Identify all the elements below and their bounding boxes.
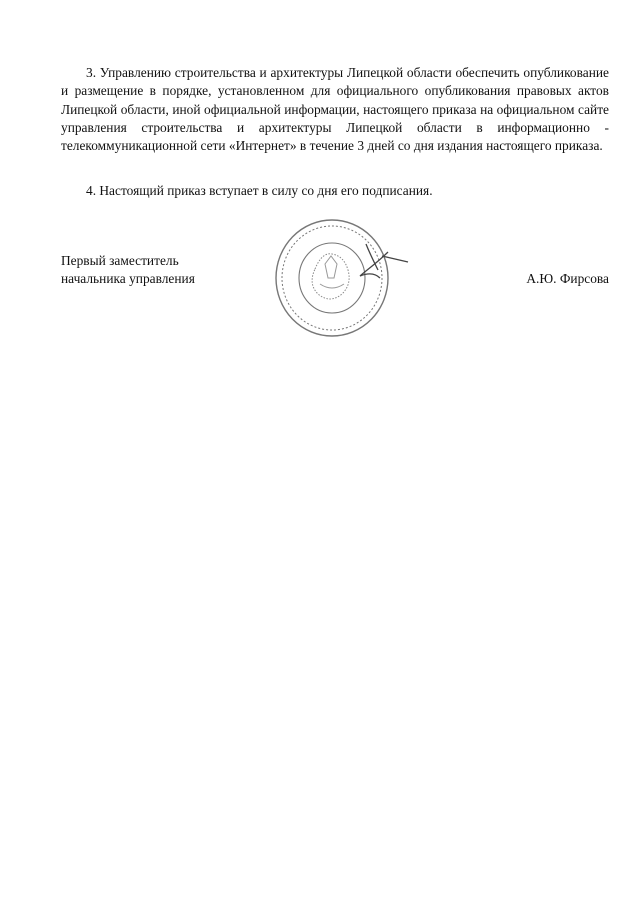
position-line-1: Первый заместитель [61, 253, 179, 268]
paragraph-4: 4. Настоящий приказ вступает в силу со дня его подписания. [86, 183, 433, 198]
paragraph-3: 3. Управлению строительства и архитектуры Липецкой области обеспечить опубликование и размещение в порядке, установленном для официального опубликования правовых актов Липецкой области, иной официальной информации, настоящего приказа на официальном сайте управления строительства и архитектуры Липецкой области в информационно - телекоммуникационной сети «Интернет» в течение 3 дней со дня издания настоящего приказа. [61, 65, 609, 154]
signatory-position [61, 252, 195, 288]
official-seal-icon [270, 214, 410, 342]
signatory-name: А.Ю. Фирсова [526, 271, 609, 286]
position-line-2: начальника управления [61, 271, 195, 286]
